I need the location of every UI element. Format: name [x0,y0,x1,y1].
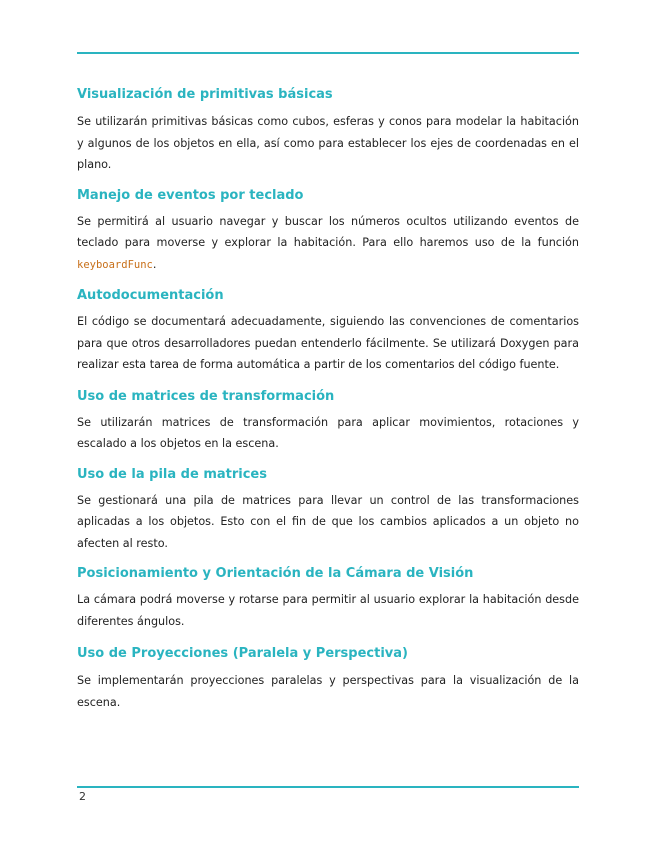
section-heading: Autodocumentación [77,288,224,303]
section-paragraph: El código se documentará adecuadamente, siguiendo las convenciones de comentarios para que otros desarrolladores puedan entenderlo fácilmente. Se utilizará Doxygen para realizar esta tarea de forma automática a partir de los comentarios del código fuente. [77,315,579,371]
section-matrices-transformacion [77,388,579,455]
section-paragraph: Se utilizarán primitivas básicas como cubos, esferas y conos para modelar la habitación y algunos de los objetos en ella, así como para establecer los ejes de coordenadas en el plano. [77,115,579,171]
section-pila-matrices [77,466,579,555]
section-heading: Uso de Proyecciones (Paralela y Perspectiva) [77,646,408,661]
section-heading: Posicionamiento y Orientación de la Cámara de Visión [77,566,474,581]
section-heading: Manejo de eventos por teclado [77,187,304,203]
footer-rule [77,786,579,788]
section-eventos-teclado [77,187,579,277]
section-primitivas [77,86,579,176]
function-name-code: keyboardFunc [77,258,153,271]
document-body [77,86,579,713]
section-paragraph [77,211,579,277]
section-paragraph: Se implementarán proyecciones paralelas y perspectivas para la visualización de la escena. [77,674,579,709]
section-paragraph: Se gestionará una pila de matrices para llevar un control de las transformaciones aplicadas a los objetos. Esto con el fin de que los cambios aplicados a un objeto no afecten al resto. [77,493,579,550]
section-paragraph: La cámara podrá moverse y rotarse para permitir al usuario explorar la habitación desde diferentes ángulos. [77,593,579,628]
section-autodocumentacion [77,287,579,376]
section-camara [77,565,579,632]
paragraph-text-end: . [152,257,157,271]
section-paragraph: Se utilizarán matrices de transformación para aplicar movimientos, rotaciones y escalado a los objetos en la escena. [77,415,579,450]
section-heading: Uso de la pila de matrices [77,466,267,482]
section-proyecciones [77,645,579,713]
paragraph-text: Se permitirá al usuario navegar y buscar los números ocultos utilizando eventos de teclado para moverse y explorar la habitación. Para ello haremos uso de la función [77,214,579,249]
header-rule [77,52,579,54]
section-heading: Uso de matrices de transformación [77,388,335,404]
page-number: 2 [79,790,86,803]
section-heading: Visualización de primitivas básicas [77,87,333,102]
